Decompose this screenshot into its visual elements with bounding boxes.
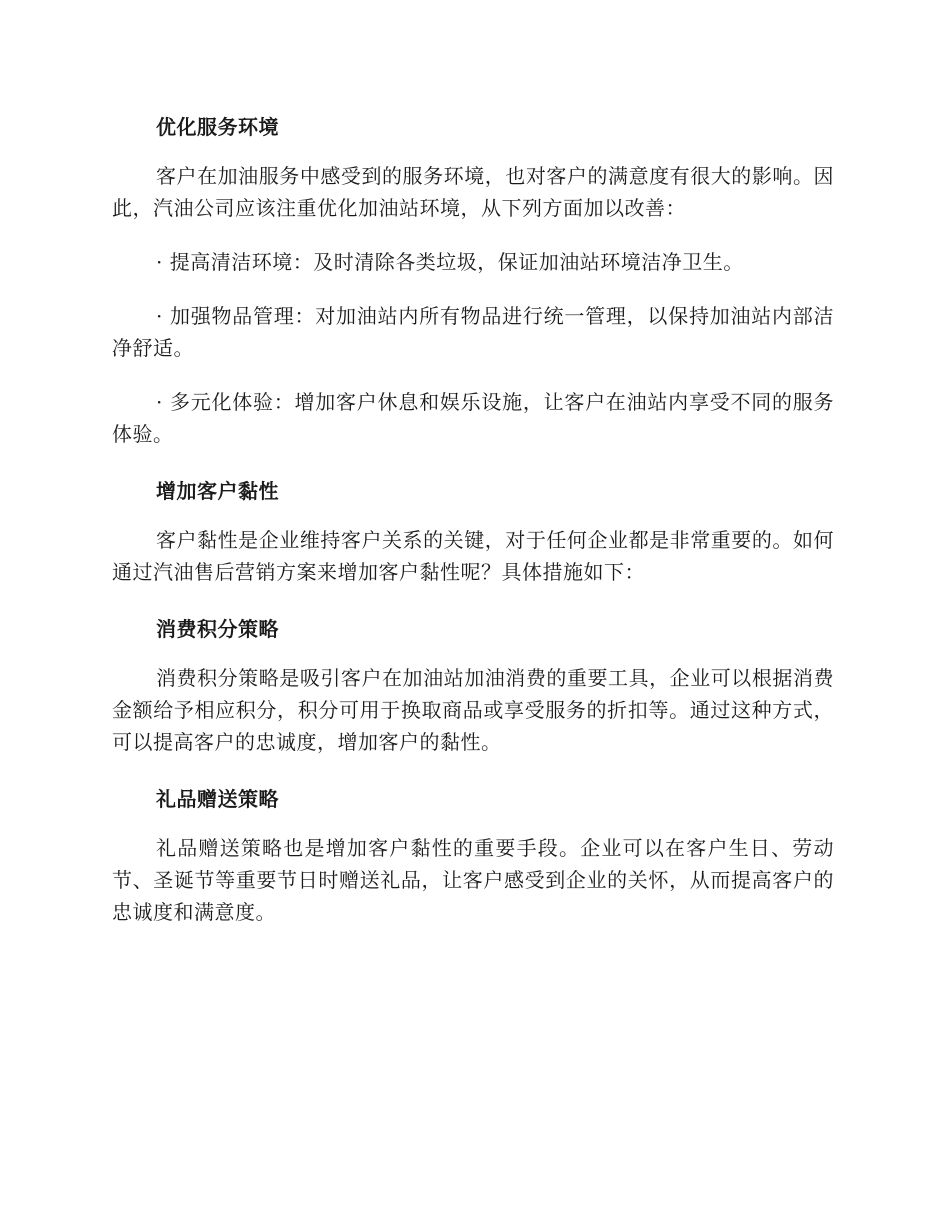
bullet-item: · 多元化体验：增加客户休息和娱乐设施，让客户在油站内享受不同的服务体验。 (112, 390, 834, 446)
bullet-item: · 提高清洁环境：及时清除各类垃圾，保证加油站环境洁净卫生。 (156, 250, 744, 274)
paragraph: 客户在加油服务中感受到的服务环境，也对客户的满意度有很大的影响。因此，汽油公司应该注重优化加油站环境，从下列方面加以改善： (112, 164, 834, 220)
bullet-item: · 加强物品管理：对加油站内所有物品进行统一管理，以保持加油站内部洁净舒适。 (112, 304, 834, 360)
paragraph: 礼品赠送策略也是增加客户黏性的重要手段。企业可以在客户生日、劳动节、圣诞节等重要节日时赠送礼品，让客户感受到企业的关怀，从而提高客户的忠诚度和满意度。 (112, 836, 834, 924)
document-body (112, 108, 834, 950)
section-heading: 优化服务环境 (156, 115, 279, 139)
paragraph: 客户黏性是企业维持客户关系的关键，对于任何企业都是非常重要的。如何通过汽油售后营销方案来增加客户黏性呢？具体措施如下： (112, 528, 834, 584)
paragraph: 消费积分策略是吸引客户在加油站加油消费的重要工具，企业可以根据消费金额给予相应积分，积分可用于换取商品或享受服务的折扣等。通过这种方式，可以提高客户的忠诚度，增加客户的黏性。 (112, 666, 834, 754)
section-heading: 增加客户黏性 (156, 479, 279, 503)
section-heading: 消费积分策略 (156, 617, 279, 641)
section-heading: 礼品赠送策略 (156, 787, 279, 811)
